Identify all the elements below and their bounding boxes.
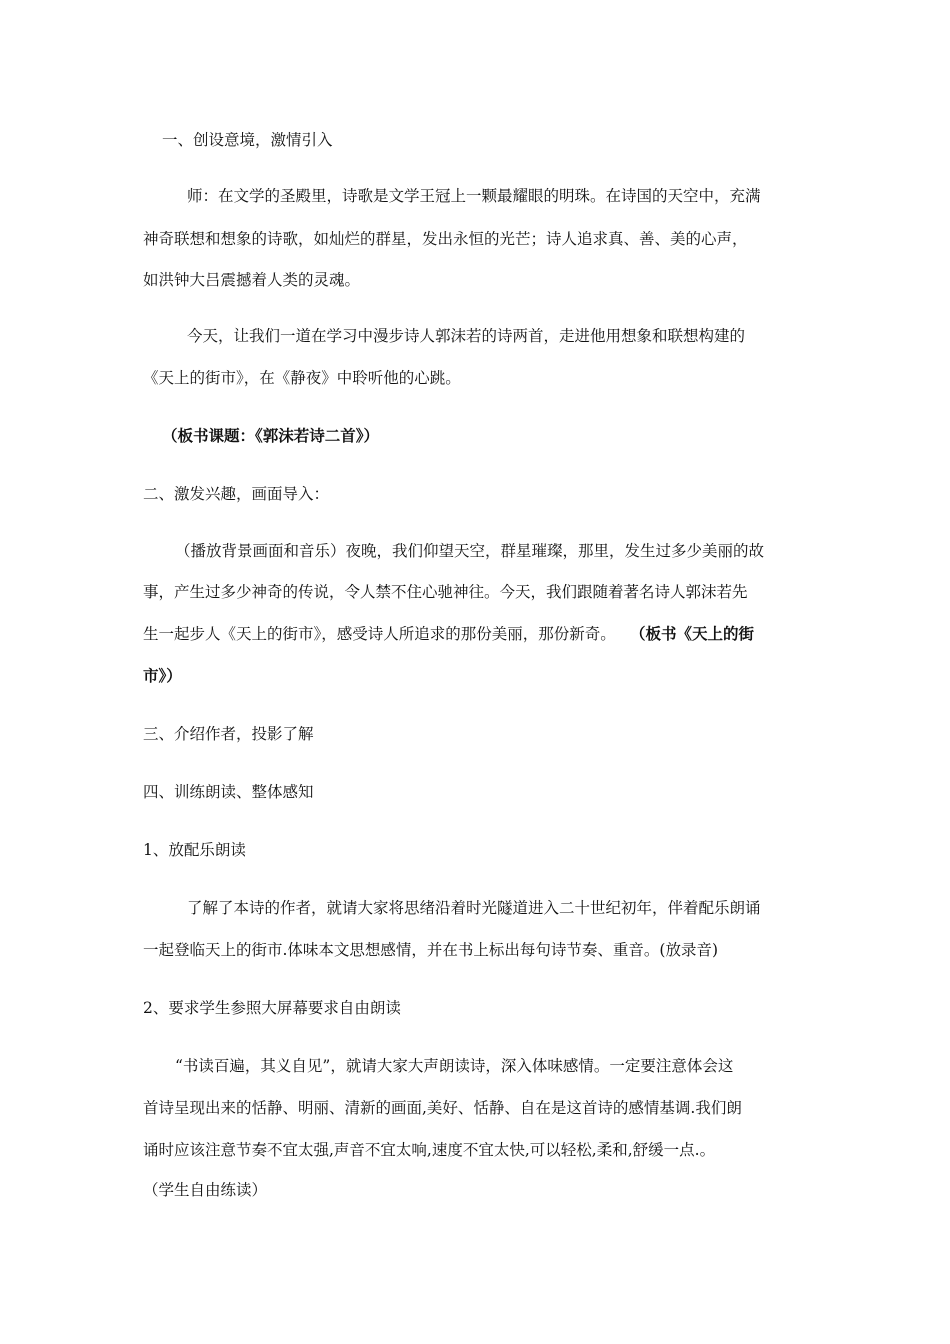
subsection-4-2: 2、要求学生参照大屏幕要求自由朗读	[143, 999, 401, 1017]
paragraph-3-line-3-text: 生一起步人《天上的街市》，感受诗人所追求的那份美丽，那份新奇。	[143, 625, 616, 643]
paragraph-1-line-3: 如洪钟大吕震撼着人类的灵魂。	[143, 271, 361, 289]
board-note-part-1: （板书《天上的街	[637, 624, 755, 643]
section-heading-4: 四、训练朗读、整体感知	[143, 783, 314, 801]
paragraph-1-line-1: 师：在文学的圣殿里，诗歌是文学王冠上一颗最耀眼的明珠。在诗国的天空中，充满	[187, 187, 761, 205]
paragraph-5-line-2: 首诗呈现出来的恬静、明丽、清新的画面,美好、恬静、自在是这首诗的感情基调.我们朗	[143, 1099, 742, 1117]
paragraph-3-line-1: （播放背景画面和音乐）夜晚，我们仰望天空，群星璀璨，那里，发生过多少美丽的故	[175, 542, 765, 560]
paragraph-2-line-2: 《天上的街市》，在《静夜》中聆听他的心跳。	[143, 369, 461, 387]
paragraph-3-line-2: 事，产生过多少神奇的传说，令人禁不住心驰神往。今天，我们跟随着著名诗人郭沫若先	[143, 583, 748, 601]
paragraph-5-line-1: “书读百遍，其义自见”，就请大家大声朗读诗，深入体味感情。一定要注意体会这	[175, 1057, 734, 1075]
paragraph-4-line-1: 了解了本诗的作者，就请大家将思绪沿着时光隧道进入二十世纪初年，伴着配乐朗诵	[187, 899, 761, 917]
section-heading-2: 二、激发兴趣，画面导入：	[143, 485, 330, 503]
paragraph-4-line-2: 一起登临天上的街市.体味本文思想感情，并在书上标出每句诗节奏、重音。(放录音)	[143, 941, 719, 959]
board-note-part-2: 市》）	[143, 666, 182, 685]
subsection-4-1: 1、放配乐朗读	[143, 841, 246, 859]
paragraph-1-line-2: 神奇联想和想象的诗歌，如灿烂的群星，发出永恒的光芒；诗人追求真、善、美的心声，	[143, 230, 748, 248]
section-heading-1: 一、创设意境，激情引入	[162, 131, 333, 149]
section-heading-3: 三、介绍作者，投影了解	[143, 725, 314, 743]
paragraph-5-line-3: 诵时应该注意节奏不宜太强,声音不宜太响,速度不宜太快,可以轻松,柔和,舒缓一点.。	[143, 1141, 716, 1159]
paragraph-3-line-3	[143, 622, 823, 646]
paragraph-2-line-1: 今天，让我们一道在学习中漫步诗人郭沫若的诗两首，走进他用想象和联想构建的	[187, 327, 746, 345]
paragraph-5-line-4: （学生自由练读）	[143, 1181, 268, 1199]
board-title: （板书课题：《郭沫若诗二首》）	[162, 426, 380, 445]
